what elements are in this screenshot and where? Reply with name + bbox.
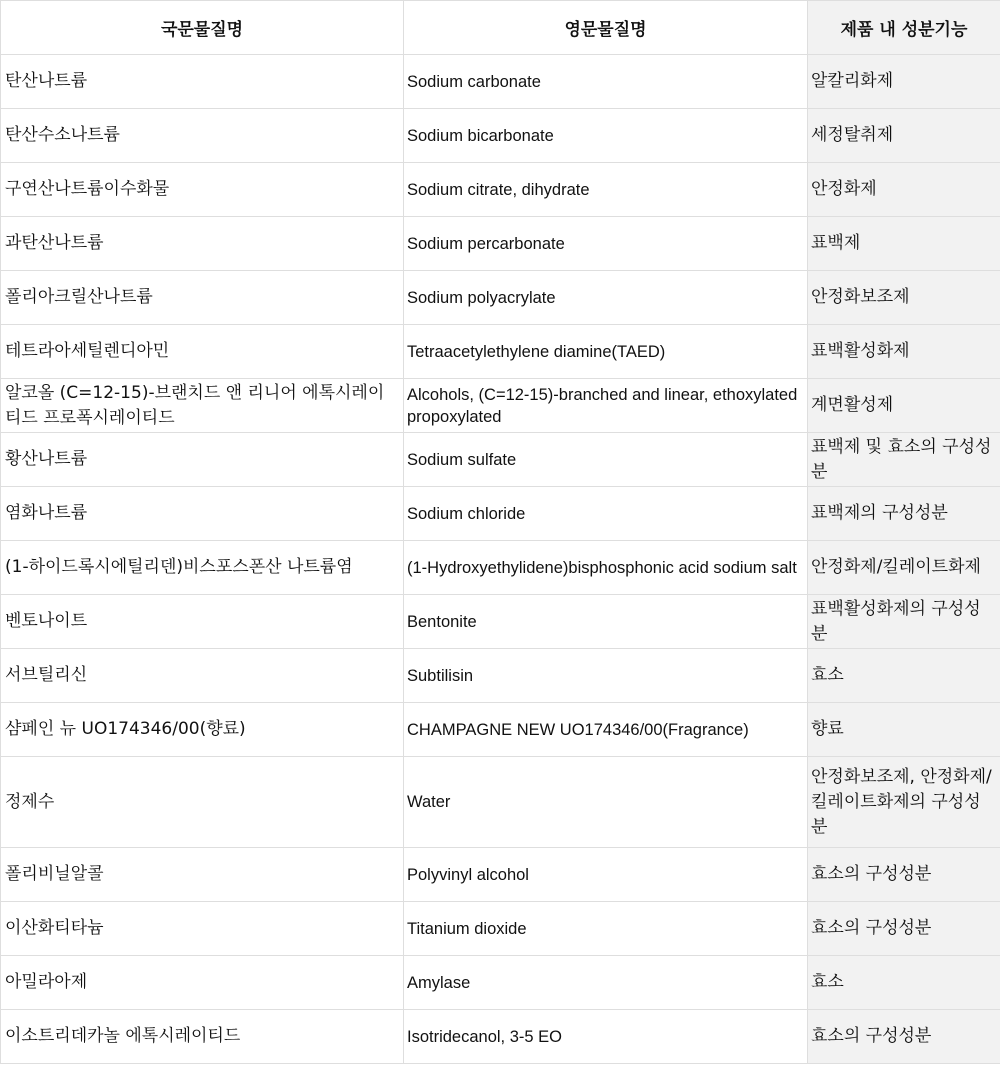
table-row	[1, 595, 1000, 649]
english-name-cell: Sodium citrate, dihydrate	[404, 163, 808, 217]
korean-name-cell: 정제수	[1, 757, 404, 848]
table-row	[1, 703, 1000, 757]
function-cell: 표백제 및 효소의 구성성분	[808, 433, 1000, 487]
table-row	[1, 271, 1000, 325]
table-row	[1, 325, 1000, 379]
korean-name-cell: 탄산수소나트륨	[1, 109, 404, 163]
function-cell: 안정화제/킬레이트화제	[808, 541, 1000, 595]
table-row	[1, 848, 1000, 902]
table-row	[1, 1010, 1000, 1064]
table-row	[1, 956, 1000, 1010]
table-row	[1, 109, 1000, 163]
table-row	[1, 757, 1000, 848]
korean-name-cell: 염화나트륨	[1, 487, 404, 541]
korean-name-cell: 테트라아세틸렌디아민	[1, 325, 404, 379]
english-name-cell: Sodium bicarbonate	[404, 109, 808, 163]
korean-name-cell: 탄산나트륨	[1, 55, 404, 109]
english-name-cell: Water	[404, 757, 808, 848]
function-cell: 알칼리화제	[808, 55, 1000, 109]
english-name-cell: Polyvinyl alcohol	[404, 848, 808, 902]
korean-name-cell: 알코올 (C=12-15)-브랜치드 앤 리니어 에톡시레이티드 프로폭시레이티드	[1, 379, 404, 433]
function-cell: 세정탈취제	[808, 109, 1000, 163]
korean-name-cell: 폴리아크릴산나트륨	[1, 271, 404, 325]
korean-name-cell: 샴페인 뉴 UO174346/00(향료)	[1, 703, 404, 757]
korean-name-cell: 서브틸리신	[1, 649, 404, 703]
table-row	[1, 487, 1000, 541]
table-row	[1, 379, 1000, 433]
english-name-cell: (1-Hydroxyethylidene)bisphosphonic acid sodium salt	[404, 541, 808, 595]
function-cell: 표백제의 구성성분	[808, 487, 1000, 541]
table-row	[1, 163, 1000, 217]
korean-name-cell: 황산나트륨	[1, 433, 404, 487]
korean-name-cell: 폴리비닐알콜	[1, 848, 404, 902]
table-row	[1, 902, 1000, 956]
english-name-cell: Titanium dioxide	[404, 902, 808, 956]
english-name-cell: Bentonite	[404, 595, 808, 649]
english-name-cell: Sodium chloride	[404, 487, 808, 541]
english-name-cell: Subtilisin	[404, 649, 808, 703]
function-cell: 효소	[808, 956, 1000, 1010]
header-function: 제품 내 성분기능	[808, 1, 1000, 55]
table-row	[1, 55, 1000, 109]
table-row	[1, 649, 1000, 703]
korean-name-cell: 과탄산나트륨	[1, 217, 404, 271]
function-cell: 효소의 구성성분	[808, 848, 1000, 902]
english-name-cell: CHAMPAGNE NEW UO174346/00(Fragrance)	[404, 703, 808, 757]
table-row	[1, 433, 1000, 487]
function-cell: 효소	[808, 649, 1000, 703]
table-row	[1, 541, 1000, 595]
function-cell: 향료	[808, 703, 1000, 757]
korean-name-cell: 벤토나이트	[1, 595, 404, 649]
english-name-cell: Sodium sulfate	[404, 433, 808, 487]
korean-name-cell: 이산화티타늄	[1, 902, 404, 956]
function-cell: 표백활성화제의 구성성분	[808, 595, 1000, 649]
function-cell: 안정화보조제	[808, 271, 1000, 325]
function-cell: 효소의 구성성분	[808, 1010, 1000, 1064]
function-cell: 안정화제	[808, 163, 1000, 217]
korean-name-cell: (1-하이드록시에틸리덴)비스포스폰산 나트륨염	[1, 541, 404, 595]
function-cell: 효소의 구성성분	[808, 902, 1000, 956]
table-row	[1, 217, 1000, 271]
english-name-cell: Tetraacetylethylene diamine(TAED)	[404, 325, 808, 379]
english-name-cell: Sodium polyacrylate	[404, 271, 808, 325]
english-name-cell: Alcohols, (C=12-15)-branched and linear, ethoxylated propoxylated	[404, 379, 808, 433]
function-cell: 표백활성화제	[808, 325, 1000, 379]
function-cell: 계면활성제	[808, 379, 1000, 433]
korean-name-cell: 구연산나트륨이수화물	[1, 163, 404, 217]
header-english-name: 영문물질명	[404, 1, 808, 55]
english-name-cell: Sodium carbonate	[404, 55, 808, 109]
english-name-cell: Isotridecanol, 3-5 EO	[404, 1010, 808, 1064]
korean-name-cell: 아밀라아제	[1, 956, 404, 1010]
function-cell: 표백제	[808, 217, 1000, 271]
korean-name-cell: 이소트리데카놀 에톡시레이티드	[1, 1010, 404, 1064]
header-korean-name: 국문물질명	[1, 1, 404, 55]
english-name-cell: Sodium percarbonate	[404, 217, 808, 271]
function-cell: 안정화보조제, 안정화제/킬레이트화제의 구성성분	[808, 757, 1000, 848]
table-header-row	[1, 1, 1000, 55]
english-name-cell: Amylase	[404, 956, 808, 1010]
